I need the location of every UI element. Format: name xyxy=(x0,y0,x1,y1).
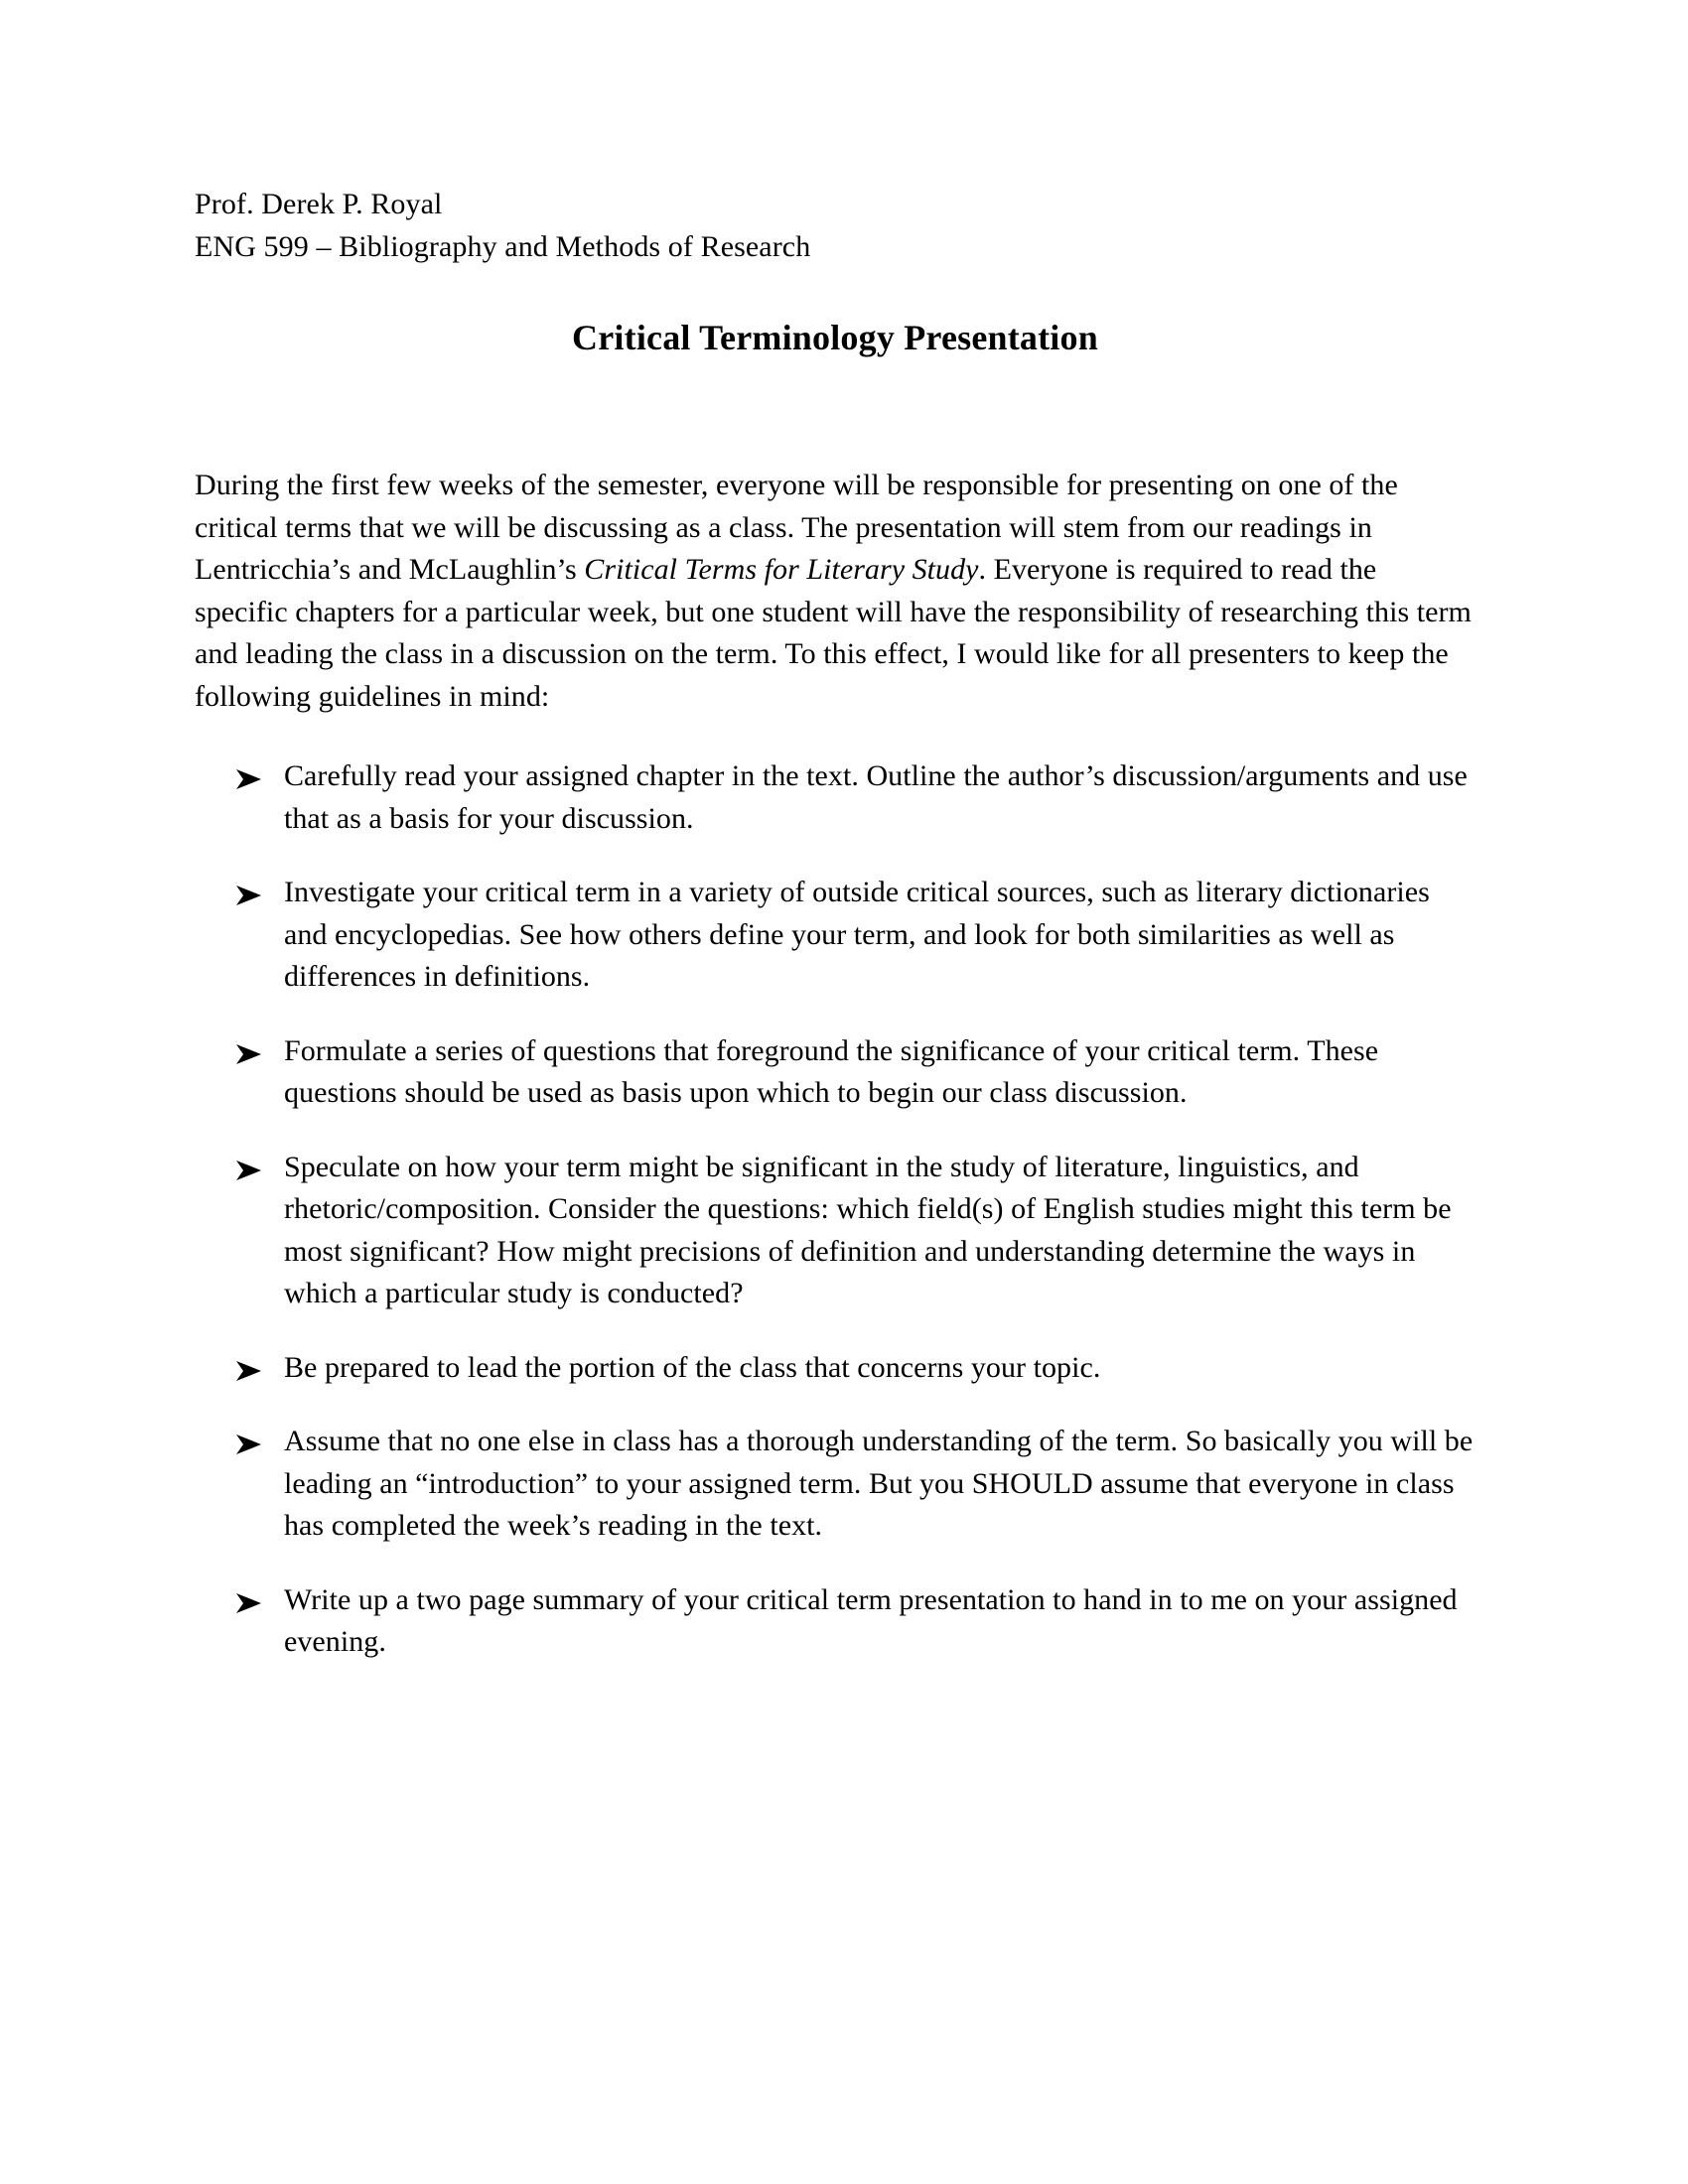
document-content xyxy=(195,183,1476,1664)
list-item-text: Be prepared to lead the portion of the class that concerns your topic. xyxy=(284,1350,1101,1384)
list-item xyxy=(195,1147,1476,1315)
arrowhead-bullet-icon xyxy=(234,1147,274,1181)
instructor-name: Prof. Derek P. Royal xyxy=(195,188,443,220)
list-item xyxy=(195,755,1476,840)
list-item xyxy=(195,1030,1476,1115)
page-title: Critical Terminology Presentation xyxy=(572,318,1098,357)
arrowhead-bullet-icon xyxy=(234,1579,274,1614)
list-item-text: Investigate your critical term in a variety of outside critical sources, such as literary dictionaries and encyclopedias. See how others define your term, and look for both similarities as well as differences in definitions. xyxy=(284,876,1430,993)
list-item-text: Write up a two page summary of your critical term presentation to hand in to me on your assigned evening. xyxy=(284,1582,1458,1658)
book-title-italic: Critical Terms for Literary Study xyxy=(584,553,979,586)
arrowhead-bullet-icon xyxy=(234,872,274,906)
arrowhead-bullet-icon xyxy=(234,755,274,790)
course-title: ENG 599 – Bibliography and Methods of Research xyxy=(195,230,811,263)
guidelines-list xyxy=(195,755,1476,1664)
intro-text-part-2: . Everyone is required to read the specific chapters for a particular week, but one student will have the responsibility of researching this term and leading the class in a discussion on the term. To this effect, I would like for all presenters to keep the following guidelines in mind: xyxy=(195,553,1472,713)
intro-text-part-1: During the first few weeks of the semester, everyone will be responsible for presenting on one of the critical terms that we will be discussing as a class. The presentation will stem from our readings in Lentricchia’s and McLaughlin’s xyxy=(195,469,1398,586)
letterhead xyxy=(195,183,1476,268)
intro-paragraph xyxy=(195,465,1476,718)
list-item-text: Formulate a series of questions that foreground the significance of your critical term. These questions should be used as basis upon which to begin our class discussion. xyxy=(284,1033,1379,1109)
list-item-text: Carefully read your assigned chapter in the text. Outline the author’s discussion/arguments and use that as a basis for your discussion. xyxy=(284,759,1468,835)
arrowhead-bullet-icon xyxy=(234,1030,274,1065)
arrowhead-bullet-icon xyxy=(234,1421,274,1455)
list-item-text: Assume that no one else in class has a thorough understanding of the term. So basically you will be leading an “introduction” to your assigned term. But you SHOULD assume that everyone in class has completed the week’s reading in the text. xyxy=(284,1425,1474,1542)
arrowhead-bullet-icon xyxy=(234,1347,274,1382)
list-item-text: Speculate on how your term might be significant in the study of literature, linguistics, and rhetoric/composition. Consider the questions: which field(s) of English studies might this term be most significant? How might precisions of definition and understanding determine the ways in which a particular study is conducted? xyxy=(284,1150,1452,1309)
list-item xyxy=(195,1421,1476,1548)
list-item xyxy=(195,1347,1476,1390)
list-item xyxy=(195,872,1476,999)
list-item xyxy=(195,1579,1476,1664)
